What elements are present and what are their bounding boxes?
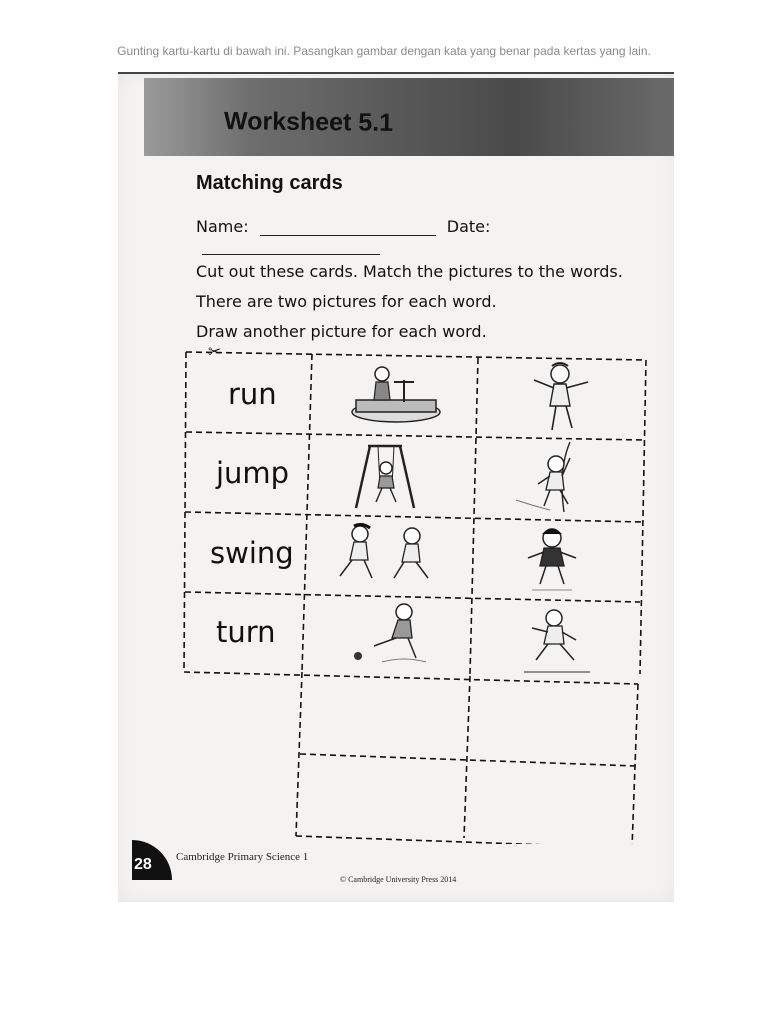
word-card-swing: swing [210,536,294,570]
worksheet-subtitle: Matching cards [196,172,343,194]
worksheet-title: Worksheet 5.1 [223,107,394,137]
jumping-child-picture [522,524,582,594]
name-label: Name: [196,217,249,236]
swing-picture [350,442,420,512]
running-child-picture [514,606,594,676]
title-banner [144,78,674,156]
date-field-line [202,236,380,255]
instruction-text: Gunting kartu-kartu di bawah ini. Pasangkan gambar dengan kata yang benar pada kertas yang lain. [117,44,651,58]
instruction-line-3: Draw another picture for each word. [196,322,487,341]
top-rule [118,72,674,74]
page-number: 28 [134,856,152,873]
book-title: Cambridge Primary Science 1 [176,851,309,863]
copyright-text: © Cambridge University Press 2014 [340,875,457,884]
instruction-line-1: Cut out these cards. Match the pictures to the words. [196,262,623,281]
name-date-row [196,217,674,255]
scissors-icon: ✂ [208,342,222,361]
kicking-ball-picture [344,600,444,670]
two-children-running-picture [332,522,442,588]
date-label: Date: [446,217,491,236]
word-card-turn: turn [216,615,276,649]
worksheet-scan [118,72,674,902]
instruction-line-2: There are two pictures for each word. [196,292,497,311]
name-field-line [260,217,436,236]
word-card-run: run [228,377,277,411]
roundabout-picture [344,360,444,430]
word-card-jump: jump [216,456,290,490]
dancing-child-picture [526,360,596,436]
rope-climb-picture [514,440,594,514]
